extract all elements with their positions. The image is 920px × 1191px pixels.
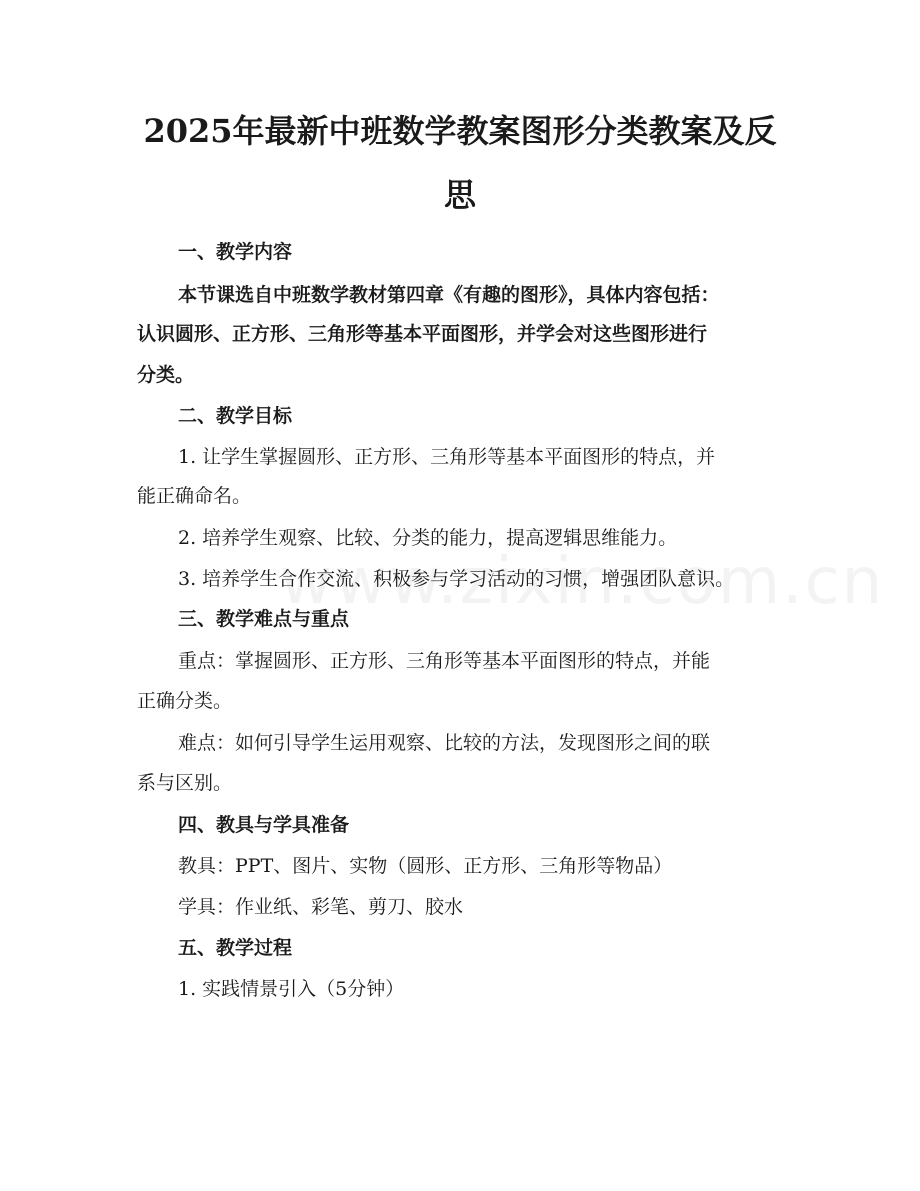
section-heading-objectives: 二、教学目标 (178, 405, 293, 427)
section-heading-process: 五、教学过程 (178, 937, 293, 959)
difficulty-line: 难点：如何引导学生运用观察、比较的方法，发现图形之间的联 (178, 732, 711, 754)
content-paragraph-line: 分类。 (137, 364, 195, 386)
section-heading-materials: 四、教具与学具准备 (178, 814, 350, 836)
content-paragraph-line: 本节课选自中班数学教材第四章《有趣的图形》，具体内容包括： (178, 284, 720, 306)
objective-item-1-line: 1. 让学生掌握圆形、正方形、三角形等基本平面图形的特点，并 (178, 446, 716, 468)
key-point-line: 正确分类。 (137, 690, 233, 712)
objective-item-3: 3. 培养学生合作交流、积极参与学习活动的习惯，增强团队意识。 (178, 568, 735, 590)
objective-item-1-line: 能正确命名。 (137, 485, 252, 507)
document-title-line-1: 2025年最新中班数学教案图形分类教案及反 (143, 112, 777, 150)
process-item-1: 1. 实践情景引入（5分钟） (178, 978, 405, 1000)
document-title-line-2: 思 (443, 176, 476, 214)
section-heading-key-points: 三、教学难点与重点 (178, 608, 350, 630)
learning-aids: 学具：作业纸、彩笔、剪刀、胶水 (178, 896, 464, 918)
key-point-line: 重点：掌握圆形、正方形、三角形等基本平面图形的特点，并能 (178, 650, 711, 672)
content-paragraph-line: 认识圆形、正方形、三角形等基本平面图形，并学会对这些图形进行 (137, 323, 708, 345)
difficulty-line: 系与区别。 (137, 772, 233, 794)
section-heading-content: 一、教学内容 (178, 241, 293, 263)
objective-item-2: 2. 培养学生观察、比较、分类的能力，提高逻辑思维能力。 (178, 527, 678, 549)
teaching-aids: 教具：PPT、图片、实物（圆形、正方形、三角形等物品） (178, 855, 673, 877)
